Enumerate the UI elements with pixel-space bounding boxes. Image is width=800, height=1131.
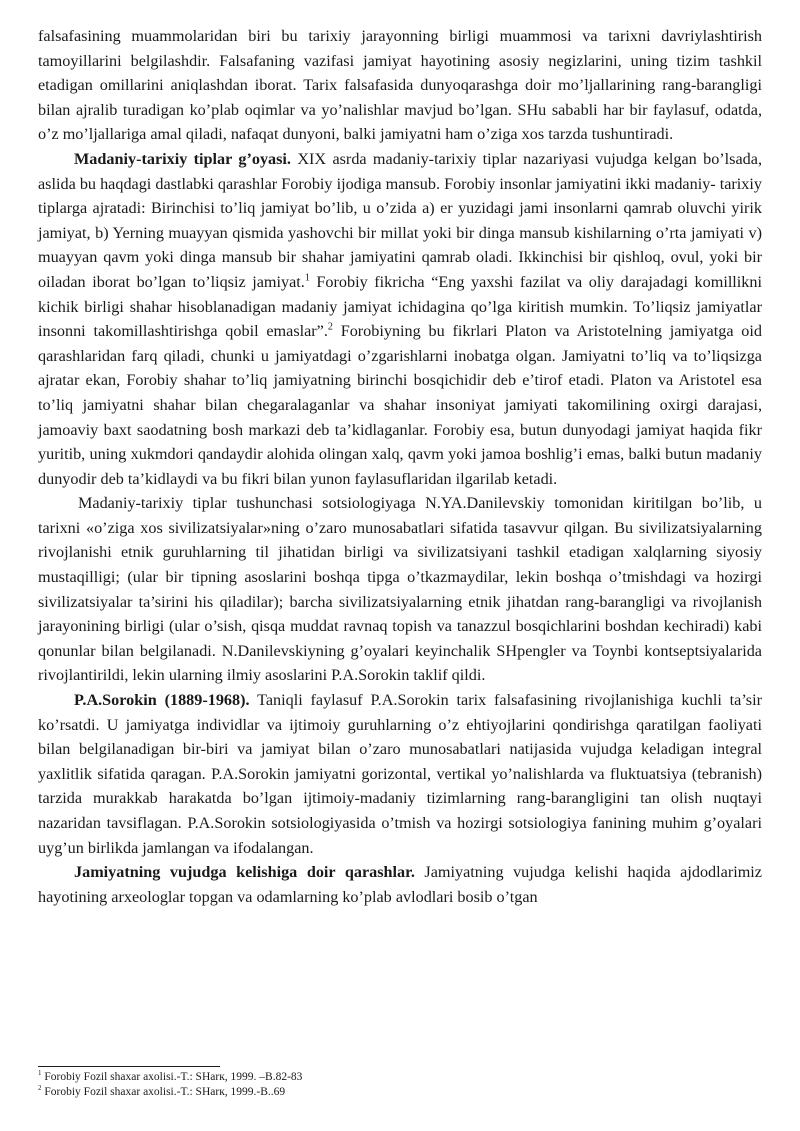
footnote-2 bbox=[38, 1085, 762, 1100]
section-heading-sorokin: P.A.Sorokin (1889-1968). bbox=[74, 691, 250, 710]
paragraph-2-text-b: Forobiy fikricha “Eng yaxshi fazilat va oliy darajadagi komillikni kichik birligi shahar hisoblanadigan madaniy jamiyat ichidagina qo’lga kiritish mumkin. To’liqsiz jamiyatlar insonni takomillashtirishga qobil emaslar”. bbox=[38, 272, 762, 341]
paragraph-1: falsafasining muammolaridan biri bu tarixiy jarayonning birligi muammosi va tarixni davriylashtirish tamoyillarini belgilashdir. Falsafaning vazifasi jamiyat hayotining asosiy negizlarini, uning tizim tashkil etadigan omillarini aniqlashdan iborat. Tarix falsafasida dunyoqarashga doir mo’ljallarining rang-barangligi bilan ajralib turadigan ko’plab oqimlar va yo’nalishlar mavjud bo’lgan. SHu sababli har bir faylasuf, odatda, o’z mo’ljallariga amal qiladi, nafaqat dunyoni, balki jamiyatni ham o’ziga xos tarzda tushuntiradi. bbox=[38, 27, 762, 144]
footnote-mark-2: 2 bbox=[38, 1084, 42, 1093]
paragraph-2-text-a: XIX asrda madaniy-tarixiy tiplar nazariyasi vujudga kelgan bo’lsada, aslida bu haqdagi dastlabki qarashlar Forobiy ijodiga mansub. Forobiy insonlar jamiyatini ikki madaniy- tarixiy tiplarga ajratadi: Birinchisi to’liq jamiyat bo’lib, u o’zida a) er yuzidagi jami insonlarni qamrab oluvchi yirik jamiyat, b) Yerning muayyan qismida yashovchi bir millat yoki bir dinga mansub kishilarning o’rta jamiyati v) muayyan qavm yoki dinga mansub bir shahar jamiyatini qamrab oladi. Ikkinchisi bir qishloq, ovul, yoki bir oiladan iborat bo’lgan to’liqsiz jamiyat. bbox=[38, 149, 762, 291]
paragraph-5 bbox=[38, 860, 762, 909]
section-heading-society-origin: Jamiyatning vujudga kelishiga doir qarashlar. bbox=[74, 863, 415, 882]
document-body bbox=[38, 24, 762, 909]
footnote-1-text: Forobiy Fozil shaxar axolisi.-T.: SHarк, 1999. –B.82-83 bbox=[44, 1071, 303, 1083]
paragraph-4-text: Taniqli faylasuf P.A.Sorokin tarix falsafasining rivojlanishiga kuchli ta’sir ko’rsatdi. U jamiyatga individlar va ijtimoiy guruhlarning o’z ehtiyojlarini qondirishga qaratilgan faoliyati bilan belgilanadigan bir-biri va jamiyat bilan o’zaro munosabatlari natijasida vujudga keladigan integral yaxlitlik sifatida qaragan. P.A.Sorokin jamiyatni gorizontal, vertikal yo’nalishlarda va fluktuatsiya (tebranish) tarzida murakkab harakatda bo’lgan ijtimoiy-madaniy tizimlarning rang-barangligini tan olish nuqtayi nazaridan tavsiflagan. P.A.Sorokin sotsiologiyasida o’tmish va hozirgi sotsiologiya fanining muhim g’oyalari uyg’un birlikda jamlangan va ifodalangan. bbox=[38, 691, 762, 857]
footnote-2-text: Forobiy Fozil shaxar axolisi.-T.: SHarк, 1999.-B..69 bbox=[44, 1086, 286, 1098]
section-heading-cultural-types: Madaniy-tarixiy tiplar g’oyasi. bbox=[74, 149, 291, 168]
paragraph-4 bbox=[38, 688, 762, 860]
footnote-divider bbox=[38, 1066, 220, 1067]
footnote-1 bbox=[38, 1070, 762, 1085]
paragraph-2-text-c: Forobiyning bu fikrlari Platon va Aristotelning jamiyatga oid qarashlaridan farq qiladi, chunki u jamiyatdagi o’zgarishlarni inobatga olgan. Jamiyatni to’liq va to’liqsizga ajratar ekan, Forobiy shahar to’liq jamiyatning birinchi bosqichidir deb e’tirof etadi. Platon va Aristotel esa to’liq jamiyatni shahar bilan chegaralaganlar va shahar insoniyat jamiyati takomilining oxirgi darajasi, jamoaviy baxt saodatning bosh markazi deb ta’kidlaganlar. Forobiy esa, butun dunyodagi jamiyat haqida fikr yuritib, uning xukmdori qandaydir alohida olingan xalq, qavm yoki jamoa boshlig’i emas, balki butun madaniy dunyodir deb ta’kidlaydi va bu fikri bilan yunon faylasuflaridan ilgarilab ketadi. bbox=[38, 322, 762, 488]
paragraph-2 bbox=[38, 147, 762, 491]
footnote-ref-2[interactable]: 2 bbox=[327, 321, 333, 333]
footnote-mark-1: 1 bbox=[38, 1069, 42, 1078]
footnotes bbox=[38, 1066, 762, 1100]
paragraph-5-text: Jamiyatning vujudga kelishi haqida ajdodlarimiz hayotining arxeologlar topgan va odamlarning ko’plab avlodlari bosib o’tgan bbox=[38, 863, 762, 906]
paragraph-3: Madaniy-tarixiy tiplar tushunchasi sotsiologiyaga N.YA.Danilevskiy tomonidan kiritilgan bo’lib, u tarixni «o’ziga xos sivilizatsiyalar»ning o’zaro munosabatlari sifatida tasavvur qilgan. Bu sivilizatsiyalarning rivojlanishi etnik guruhlarning til jihatidan birligi va sivilizatsiyani tashkil etadigan xalqlarning siyosiy mustaqilligi; (ular bir tipning asoslarini boshqa tipga o’tkazmaydilar, lekin boshqa o’tmishdagi va hozirgi sivilizatsiyalar ta’sirini his qiladilar); barcha sivilizatsiyalarning etnik jihatdan rang-barangligi va rivojlanish jarayonining birligi (ular o’sish, qisqa muddat ravnaq topish va tanazzul bosqichlarini boshdan kechiradi) kabi qonunlar bilan belgilanadi. N.Danilevskiyning g’oyalari keyinchalik SHpengler va Toynbi kontseptsiyalarida rivojlantirildi, lekin ularning ilmiy asoslarini P.A.Sorokin taklif qildi. bbox=[38, 494, 762, 685]
footnote-ref-1[interactable]: 1 bbox=[304, 272, 310, 284]
